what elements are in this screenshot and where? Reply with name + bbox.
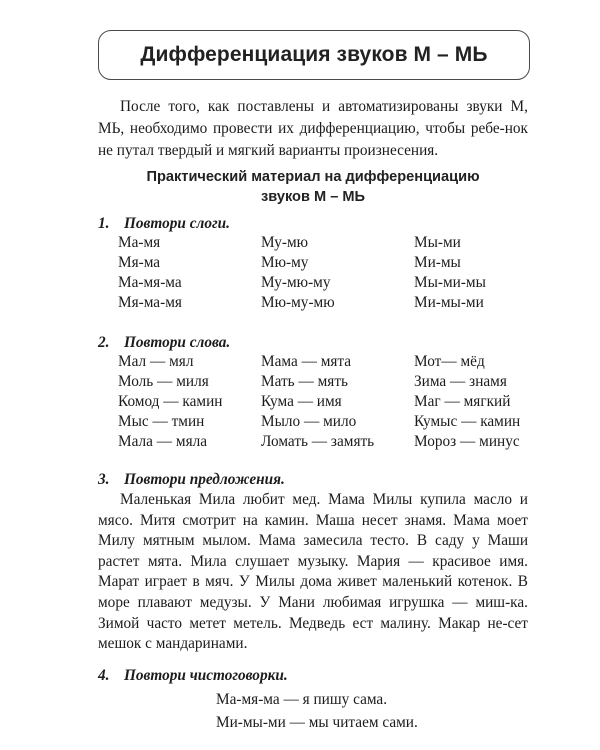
grid-cell: Мыло — мило <box>261 413 357 430</box>
grid-cell: Ми-мы-ми <box>414 294 484 311</box>
tongue-twisters <box>216 688 418 734</box>
grid-cell: Мыс — тмин <box>118 413 205 430</box>
page-title: Дифференциация звуков М – МЬ <box>140 43 488 66</box>
sentences-paragraph <box>98 490 528 655</box>
tongue-twister-line: Ми-мы-ми — мы читаем сами. <box>216 714 418 731</box>
section-4-heading <box>98 666 288 686</box>
grid-cell: Моль — миля <box>118 373 209 390</box>
grid-cell: Мороз — минус <box>414 433 520 450</box>
grid-cell: Ма-мя-ма <box>118 274 182 291</box>
grid-cell: Мал — мял <box>118 353 194 370</box>
grid-cell: Ми-мы <box>414 254 461 271</box>
section-title: Повтори слоги. <box>124 215 230 232</box>
subheading-line-2: звуков М – МЬ <box>260 189 366 205</box>
section-number: 1. <box>98 215 110 232</box>
grid-cell: Комод — камин <box>118 393 223 410</box>
intro-text: После того, как поставлены и автоматизированы звуки М, МЬ, необходимо провести их дифференциацию, чтобы ребе-нок не путал твердый и мягкий варианты произнесения. <box>98 98 528 159</box>
title-box <box>98 30 530 80</box>
grid-cell: Маг — мягкий <box>414 393 511 410</box>
grid-cell: Мы-ми <box>414 234 461 251</box>
grid-cell: Му-мю <box>261 234 309 251</box>
section-number: 3. <box>98 471 110 488</box>
section-1-heading <box>98 214 230 234</box>
intro-paragraph <box>98 96 528 162</box>
grid-cell: Му-мю-му <box>261 274 331 291</box>
grid-cell: Мы-ми-мы <box>414 274 486 291</box>
grid-cell: Мала — мяла <box>118 433 208 450</box>
grid-cell: Мю-му <box>261 254 309 271</box>
section-number: 2. <box>98 334 110 351</box>
section-2-heading <box>98 333 230 353</box>
grid-cell: Мя-ма <box>118 254 161 271</box>
section-title: Повтори предложения. <box>124 471 285 488</box>
section-3-heading <box>98 470 285 490</box>
grid-cell: Мама — мята <box>261 353 352 370</box>
syllables-grid <box>118 233 554 313</box>
grid-cell: Мот— мёд <box>414 353 485 370</box>
section-title: Повтори слова. <box>124 334 231 351</box>
grid-cell: Кума — имя <box>261 393 342 410</box>
grid-cell: Ма-мя <box>118 234 161 251</box>
subheading-line-1: Практический материал на дифференциацию <box>146 169 480 185</box>
words-grid <box>118 352 554 452</box>
subheading <box>98 167 528 207</box>
grid-cell: Ломать — замять <box>261 433 375 450</box>
tongue-twister-line: Ма-мя-ма — я пишу сама. <box>216 691 388 708</box>
section-title: Повтори чистоговорки. <box>124 667 288 684</box>
grid-cell: Мать — мять <box>261 373 348 390</box>
grid-cell: Мя-ма-мя <box>118 294 182 311</box>
grid-cell: Мю-му-мю <box>261 294 335 311</box>
grid-cell: Кумыс — камин <box>414 413 521 430</box>
sentences-text: Маленькая Мила любит мед. Мама Милы купила масло и мясо. Митя смотрит на камин. Маша несет знамя. Мама моет Милу мятным мылом. Мама замесила тесто. В саду у Маши растет мята. Мила слушает музыку. Мария — красивое имя. Марат играет в мяч. У Милы дома живет маленький котенок. В море плавают медузы. У Мани любимая игрушка — миш-ка. Зимой часто метет метель. Медведь ест малину. Макар не-сет мешок с мандаринами. <box>98 491 528 653</box>
section-number: 4. <box>98 667 110 684</box>
grid-cell: Зима — знамя <box>414 373 507 390</box>
